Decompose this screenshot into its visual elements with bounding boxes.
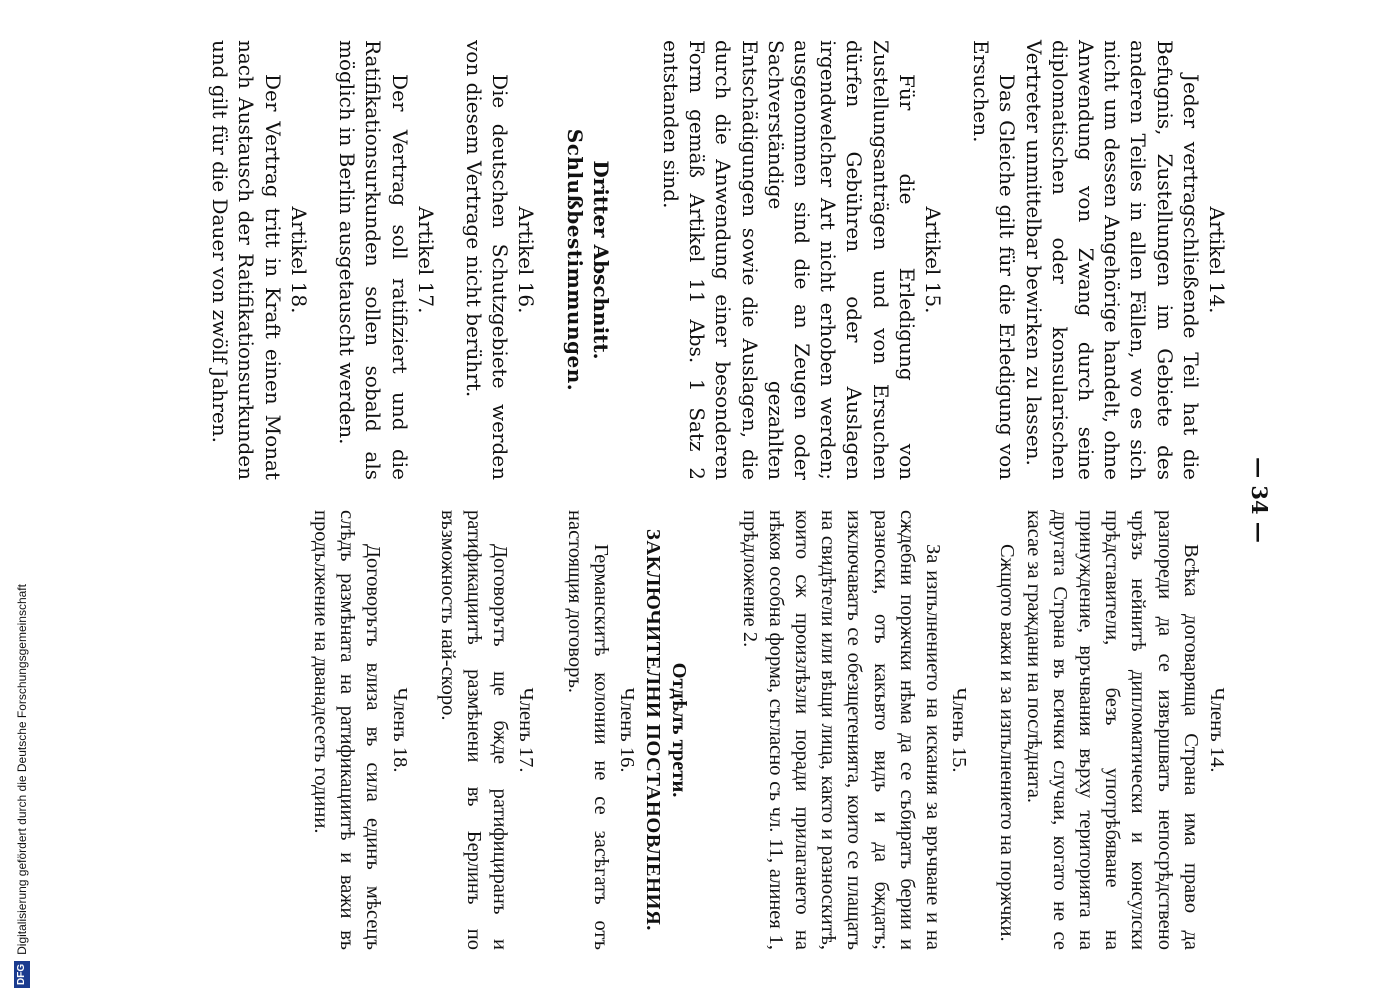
- german-section-title: Dritter Abschnitt.: [588, 160, 613, 360]
- german-article-14-paragraph: Das Gleiche gilt für die Erledigung von Ersuchen.: [969, 40, 1020, 480]
- german-article-18-heading: Artikel 18.: [286, 206, 311, 314]
- german-article-16-paragraph: Die deutschen Schutzgebiete werden von diesem Vertrage nicht berührt.: [461, 40, 513, 480]
- bulgarian-section-subtitle: ЗАКЛЮЧИТЕЛНИ ПОСТАНОВЛЕНИЯ.: [642, 529, 665, 931]
- german-article-17-paragraph: Der Vertrag soll ratifiziert und die Ratifikationsurkunden sollen sobald als möglich in Berlin ausgetauscht werden.: [335, 40, 412, 480]
- bulgarian-article-18-heading: Членъ 18.: [388, 687, 411, 773]
- bulgarian-article-15-heading: Членъ 15.: [948, 687, 971, 773]
- german-column: [207, 40, 1230, 480]
- bulgarian-article-14-paragraph: Сжщото важи и за изпълнението на поржчки.: [996, 544, 1019, 942]
- digitization-credit-text: Digitalisierung gefördert durch die Deutsche Forschungsgemeinschaft: [15, 584, 29, 955]
- bulgarian-section-title: Отдѣлъ трети.: [668, 662, 691, 798]
- bulgarian-article-17-heading: Членъ 17.: [515, 687, 538, 773]
- german-article-18-paragraph: Der Vertrag tritt in Kraft einen Monat nach Austausch der Ratifikationsurkunden und gilt für die Dauer von zwölf Jahren.: [208, 40, 285, 480]
- german-article-14-paragraph: Jeder vertragschließende Teil hat die Befugnis, Zustellungen im Gebiete des anderen Teiles in allen Fällen, wo es sich nicht um dessen Angehörige handelt, ohne Anwendung von Zwang durch seine diplomatischen oder konsularischen Vertreter unmittelbar bewirken zu lassen.: [1021, 40, 1203, 480]
- dfg-logo: DFG: [14, 961, 30, 988]
- german-article-15-heading: Artikel 15.: [920, 206, 945, 314]
- bulgarian-article-17-paragraph: Договорътъ ще бжде ратифициранъ и ратификациитѣ размѣнени въ Берлинъ по възможность най-скоро.: [436, 510, 512, 950]
- german-article-15-paragraph: Für die Erledigung von Zustellungsanträgen und von Ersuchen dürfen Gebühren oder Auslagen irgendwelcher Art nicht erhoben werden; ausgenommen sind die an Zeugen oder Sachverständige gezahlten Entschädigungen sowie die Auslagen, die durch die Anwendung einer besonderen Form gemäß Artikel 11 Abs. 1 Satz 2 entstanden sind.: [658, 40, 919, 480]
- german-section-subtitle: Schlußbestimmungen.: [562, 128, 587, 392]
- bulgarian-article-14-heading: Членъ 14.: [1206, 687, 1228, 773]
- document-page: [130, 30, 1280, 970]
- bulgarian-article-16-heading: Членъ 16.: [615, 687, 638, 773]
- german-article-16-heading: Artikel 16.: [514, 206, 539, 314]
- german-article-17-heading: Artikel 17.: [413, 206, 438, 314]
- bulgarian-article-14-paragraph: Всѣка договаряща Страна има право да разпореди да се извършватъ непосрѣдствено чрѣзъ нейнитѣ дипломатически и консулски прѣдставители, безъ употрѣбяване на принуждение, връчвания върху територията на другата Страна въ всички случаи, когато не се касае за граждани на послѣдната.: [1022, 510, 1202, 950]
- german-article-14-heading: Artikel 14.: [1205, 206, 1229, 314]
- bulgarian-column: [308, 510, 1230, 950]
- bulgarian-article-16-paragraph: Германскитѣ колонии не се засѣгатъ отъ настоящия договоръ.: [563, 510, 612, 950]
- page-number: — 34 —: [1247, 457, 1272, 543]
- bulgarian-article-15-paragraph: За изпълнението на искания за връчване и на сждебни поржчки нѣма да се събиратъ берии и разноски, отъ какъвто видъ и да бждатъ; изключаватъ се обезщетенията, които се плащатъ на свидѣтели или вѣщи лица, както и разноскитѣ, които сж произлѣзли поради прилагането на нѣкоя особна форма, съгласно съ чл. 11, алинея 1, прѣдложение 2.: [738, 510, 944, 950]
- digitization-credit: [12, 12, 32, 988]
- bulgarian-article-18-paragraph: Договорътъ влиза въ сила единъ мѣсецъ слѣдъ размѣната на ратификациитѣ и важи въ продължение на дванадесеть години.: [309, 510, 385, 950]
